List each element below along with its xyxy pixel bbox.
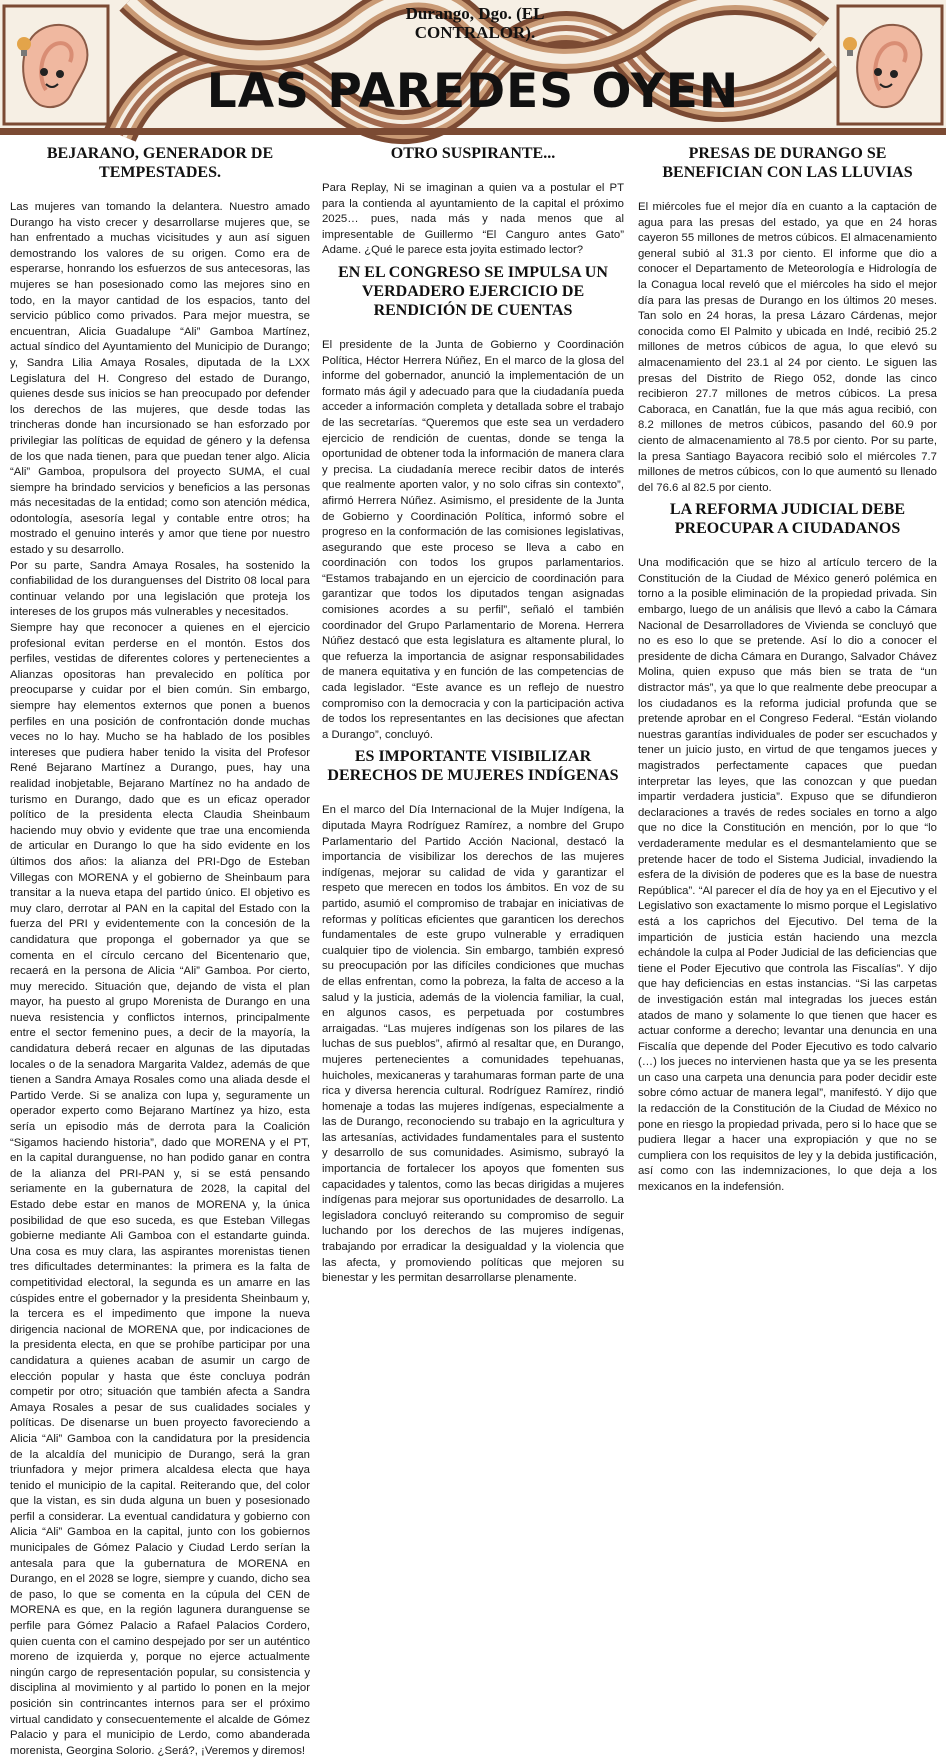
- article-4-headline: ES IMPORTANTE VISIBILIZAR DERECHOS DE MUJERES INDÍGENAS: [327, 748, 619, 785]
- article-3-headline: EN EL CONGRESO SE IMPULSA UN VERDADERO EJERCICIO DE RENDICIÓN DE CUENTAS: [338, 263, 608, 319]
- article-2-paragraph: Para Replay, Ni se imaginan a quien va a postular el PT para la contienda al ayuntamiento de la capital el próximo 2025… pues, nada más y nada menos que al impresentable de Guillermo “El Canguro antes Gato” Adame. ¿Qué le parece esta joyita estimado lector?: [322, 182, 624, 257]
- article-5-headline: PRESAS DE DURANGO SE BENEFICIAN CON LAS LLUVIAS: [662, 145, 913, 181]
- article-1-paragraph-1: Las mujeres van tomando la delantera. Nuestro amado Durango ha visto crecer y desarrollarse mujeres que, se han enfrentado a muchas vicisitudes y aun así siguen demostrando los valores de su origen. Como era de esperarse, honrando los esfuerzos de sus antecesoras, las mujeres se han posesionado como las mejores sino en todo, en la mayor cantidad de los espacios, tanto del servicio público como privados. Para mejor muestra, se encuentran, Alicia Guadalupe “Ali” Gamboa Martínez, actual síndico del Ayuntamiento del Municipio de Durango; y, Sandra Lilia Amaya Rosales, diputada de la LXX Legislatura del H. Congreso del estado de Durango, quienes desde sus inicios se han preocupado por defender los derechos de las mujeres, que desde todas las trincheras donde han incursionado se han esforzado por privilegiar las políticas de equidad de género y la defensa de los que nada tienen, para que puedan tener algo. Alicia “Ali” Gamboa, propulsora del proyecto SUMA, el cual siempre ha brindado servicios y beneficios a las personas más necesitadas de la entidad; como son atención médica, odontología, asesoría legal y contable entre otros; ha mostrado el genuino interés y amor que tiene por nuestro estado y su desarrollo.: [10, 201, 310, 557]
- article-5-paragraph: El miércoles fue el mejor día en cuanto a la captación de agua para las presas del estado, ya que en 24 horas cayeron 55 millones de metros cúbicos. El almacenamiento general subió al 31.3 por ciento. El informe que dio a conocer el Departamento de Meteorología e Hidrología de la Conagua local reveló que el miércoles ha sido el mejor día para las presas de Durango en los últimos 20 meses. Tan solo en 24 horas, la presa Lázaro Cárdenas, mejor conocida como El Palmito y ubicada en Indé, recibió 25.2 millones de metros cúbicos de agua, lo que elevó su almacenamiento del 23.1 al 24 por ciento. Le siguen las presas del Distrito de Riego 052, donde las cinco recibieron 27.7 millones de metros cúbicos. La presa Caboraca, en Canatlán, fue la que más agua recibió, con 8.2 millones de metros cúbicos, pasando del 60.9 por ciento de almacenamiento al 78.5 por ciento. Por su parte, la presa Santiago Bayacora recibió solo el miércoles 7.7 millones de metros cúbicos, con lo que aumentó su llenado del 76.6 al 82.5 por ciento.: [638, 201, 937, 494]
- article-6-paragraph: Una modificación que se hizo al artículo tercero de la Constitución de la Ciudad de México generó polémica en torno a la posible eliminación de la propiedad privada. Sin embargo, luego de un análisis que llevó a cabo la Cámara Nacional de Desarrolladores de Vivienda se concluyó que no es eso lo que se pretende. Así lo dio a conocer el presidente de dicha Cámara en Durango, Salvador Chávez Molina, quien expuso que más bien se trata de “un distractor más”, ya que lo que realmente debe preocupar a los ciudadanos es la reforma judicial profunda que se pretende aprobar en el Congreso Federal. “Están violando nuestras garantías individuales de poder ser escuchados y tener un juicio justo, en virtud de que tengamos jueces y magistrados perfectamente capaces que puedan interpretar las leyes, que las conozcan y que puedan impartir verdadera justicia”. Expuso que se difundieron declaraciones a través de redes sociales en torno a algo que no dice la Constitución en mención, por lo que “lo verdaderamente medular es el desmantelamiento que se pretende hacer de todo el Sistema Judicial, invadiendo la esfera de la división de poderes que es la base de nuestra República”. “Al parecer el día de hoy ya en el Ejecutivo y el Legislativo son exactamente lo mismo porque el Legislativo está a los caprichos del Ejecutivo. Del tema de la impartición de justicia están haciendo una mezcla echándole la culpa al Poder Judicial de las deficiencias que tiene el Poder Ejecutivo que controla las Fiscalías”. Y dijo que hay deficiencias en estas instancias. “Si las carpetas de investigación están mal integradas los jueces están atados de mano y solamente lo que tienen que hacer es actuar conforme a derecho; levantar una denuncia en una Fiscalía que depende del Poder Ejecutivo es todo calvario (…) los jueces no intervienen hasta que ya se les presenta un caso una carpeta una denuncia para poder decidir este sobre cómo actuar de manera legal”, manifestó. Y dijo que la redacción de la Constitución de la Ciudad de México no pone en riesgo la propiedad privada, pero si lo hace que se pudiera llegar a hacer una expropiación y que no se cumpliera con los requisitos de ley y la debida justificación, así como con las indemnizaciones, lo que deja a los mexicanos en la indefensión.: [638, 557, 937, 1194]
- article-1-paragraph-3: Siempre hay que reconocer a quienes en el ejercicio profesional evitan perderse en el montón. Estos dos perfiles, vestidas de diferentes colores y pertenecientes a Alianzas opositoras han prevalecido en política por preocuparse y cuidar por el bien común. Sin embargo, siempre hay elementos externos que ponen a buenos perfiles en una posición de confrontación donde muchas veces no lo hay. Mucho se ha hablado de los posibles intereses que pudiera haber tenido la visita del Profesor René Bejarano Martínez a Durango, pues, hay una realidad inobjetable, Bejarano Martínez no ha andado de turismo en Durango, dado que es un eficaz operador político de la presidenta electa Claudia Sheinbaum haciendo muy obvio y evidente que trae una encomienda de articular en Durango lo que ha sido evidente en los últimos dos años: la alianza del PRI-Dgo de Esteban Villegas con MORENA y el gobierno de Sheinbaum para transitar a la nueva etapa del partido único. El objetivo es muy claro, derrotar al PAN en la capital del Estado con la fuerza del PRI y evidentemente con la concesión de la candidatura que proponga el gobernador ya que se comenta en el círculo cercano del Bicentenario que, recaerá en la persona de Alicia “Ali” Gamboa. Por cierto, muy merecido. Situación que, dejando de vista el plan mayor, ha puesto al grupo Morenista de Durango en una nueva resistencia y conflictos internos, principalmente entre el sector femenino pues, a decir de la mayoría, la candidatura deberá recaer en algunas de las diputadas locales o de la senadora Margarita Valdez, además de que tienen a Sandra Amaya Rosales como una aliada desde el Partido Verde. Si se analiza con lupa y, seguramente un operador experto como Bejarano Martínez ya hizo, esta sería un episodio más de derrota para la Coalición “Sigamos haciendo historia”, dado que MORENA y el PT, en la capital duranguense, no han podido ganar en contra de la alianza del PRI-PAN y, si se está pensando seriamente en la gubernatura de 2028, la capital del Estado debe estar en manos de MORENA y, la única posibilidad de que eso suceda, es que Esteban Villegas gobierne mediante Ali Gamboa con el estandarte guinda. Una cosa es muy clara, las aspirantes morenistas tienen tres dificultades determinantes: la primera es la falta de competitividad electoral, la segunda es un amarre en las cúspides entre el gobernador y la presidenta Sheinbaum y, la tercera es el impedimento que impone la nueva dirigencia nacional de MORENA que, por indicaciones de la presidenta electa, en que se prohíbe participar por una candidatura a quienes acaban de asumir un cargo de elección popular y hasta que éste concluya podrán competir por otro; situación que también afecta a Sandra Amaya Rosales a pesar de sus cualidades sociales y políticas. De disenarse un buen proyecto favoreciendo a Alicia “Ali” Gamboa con la candidatura por la presidencia de la alcaldía del municipio de Durango, será la gran triunfadora y mejor primera alcaldesa electa que haya tenido el municipio de la capital. Reiterando que, del color que la vistan, es sin duda alguna un buen y posesionado perfil a considerar. La eventual candidatura y gobierno con Alicia “Ali” Gamboa en la capital, junto con los gobiernos municipales de Gómez Palacio y Ciudad Lerdo serían la antesala para que la gubernatura de MORENA en Durango, en el 2028 se logre, siempre y cuando, dicho sea de paso, lo que se comenta en la cúpula del CEN de MORENA es que, en la región lagunera duranguense se perfile para Gómez Palacio a Rafael Palacios Cordero, quien cuenta con el camino despejado por ser un auténtico moreno de izquierda y, porque no ejerce actualmente ningún cargo de representación popular, su consistencia y disciplina al movimiento y al partido lo ponen en la mejor posición sin contrincantes internos para ser el próximo virtual candidato y consecuentemente el alcalde de Gómez Palacio y para el municipio de Lerdo, como abanderada morenista, Georgina Solorio. ¿Será?, ¡Veremos y diremos!: [10, 622, 310, 1757]
- article-6-headline: LA REFORMA JUDICIAL DEBE PREOCUPAR A CIUDADANOS: [669, 501, 906, 538]
- article-2-headline: OTRO SUSPIRANTE...: [390, 145, 556, 162]
- column-title: LAS PAREDES OYEN: [206, 64, 740, 119]
- article-1-paragraph-2: Por su parte, Sandra Amaya Rosales, ha sostenido la confiabilidad de los duranguenses del Distrito 08 local para continuar velando por una legislación que proteja los intereses de los grupos más vulnerables y necesitados.: [10, 559, 310, 619]
- header-banner: [0, 0, 946, 135]
- article-1-headline: BEJARANO, GENERADOR DE TEMPESTADES.: [46, 145, 274, 181]
- column-right: [638, 140, 937, 1448]
- column-left: [10, 140, 310, 1757]
- article-4-paragraph: En el marco del Día Internacional de la Mujer Indígena, la diputada Mayra Rodríguez Ramírez, a nombre del Grupo Parlamentario del Partido Acción Nacional, destacó la importancia de visibilizar los derechos de las mujeres indígenas, mejorar su calidad de vida y garantizar el respeto que merecen en todos los ámbitos. En voz de su partido, asumió el compromiso de trabajar en iniciativas de reformas y políticas eficientes que garanticen los derechos fundamentales de este grupo vulnerable y erradiquen cualquier tipo de violencia. Sin embargo, también expresó su preocupación por las difíciles condiciones que muchas de ellas enfrentan, como la pobreza, la falta de acceso a la salud y la justicia, además de la violencia familiar, la cual, en algunos casos, es perpetuada por costumbres arraigadas. “Las mujeres indígenas son los pilares de las luchas de sus pueblos”, afirmó al resaltar que, en Durango, mujeres pertenecientes a comunidades tepehuanas, huicholes, mexicaneras y tarahumaras forman parte de una rica y diversa herencia cultural. Rodríguez Ramírez, rindió homenaje a todas las mujeres indígenas, especialmente a las de Durango, reconociendo su trabajo en la agricultura y las artesanías, actividades fundamentales para el sustento y desarrollo de sus comunidades. Asimismo, subrayó la importancia de fortalecer los apoyos que fomenten sus capacidades y talentos, como las becas dirigidas a mujeres indígenas para mejorar sus oportunidades de desarrollo. La legisladora concluyó reiterando su compromiso de seguir luchando por los derechos de las mujeres indígenas, trabajando por erradicar la desigualdad y la violencia que las afecta, y promoviendo políticas que mejoren su bienestar y les permitan desarrollarse plenamente.: [322, 804, 624, 1285]
- dateline: Durango, Dgo. (EL CONTRALOR).: [405, 4, 545, 42]
- column-middle: [322, 140, 624, 1448]
- article-3-paragraph: El presidente de la Junta de Gobierno y Coordinación Política, Héctor Herrera Núñez, En el marco de la glosa del informe del gobernador, anunció la implementación de un formato más ágil y adecuado para que la ciudadanía pueda acceder a información completa y detallada sobre el trabajo de las secretarías. “Queremos que este sea un verdadero ejercicio de rendición de cuentas, donde se tenga la oportunidad de obtener toda la información de manera clara y precisa. La ciudadanía merece recibir datos de interés que realmente aporten valor, y no solo cifras sin contexto”, afirmó Herrera Núñez. Asimismo, el presidente de la Junta de Gobierno y Coordinación Política, informó sobre el progreso en la conformación de las comisiones legislativas, asegurando que este proceso se lleva a cabo en coordinación con todos los grupos parlamentarios. “Estamos trabajando en un ejercicio de coordinación para garantizar que todos los diputados tengan asignadas comisiones acordes a su perfil”, señaló el también coordinador del Grupo Parlamentario de Morena. Herrera Núñez destacó que esta legislatura es altamente plural, lo que refuerza la importancia de asignar responsabilidades de manera equitativa y en función de las competencias de cada legislador. “Este avance es un reflejo de nuestro compromiso con la democracia y con la participación activa de todos los representantes en las decisiones que afectan a Durango”, concluyó.: [322, 338, 624, 741]
